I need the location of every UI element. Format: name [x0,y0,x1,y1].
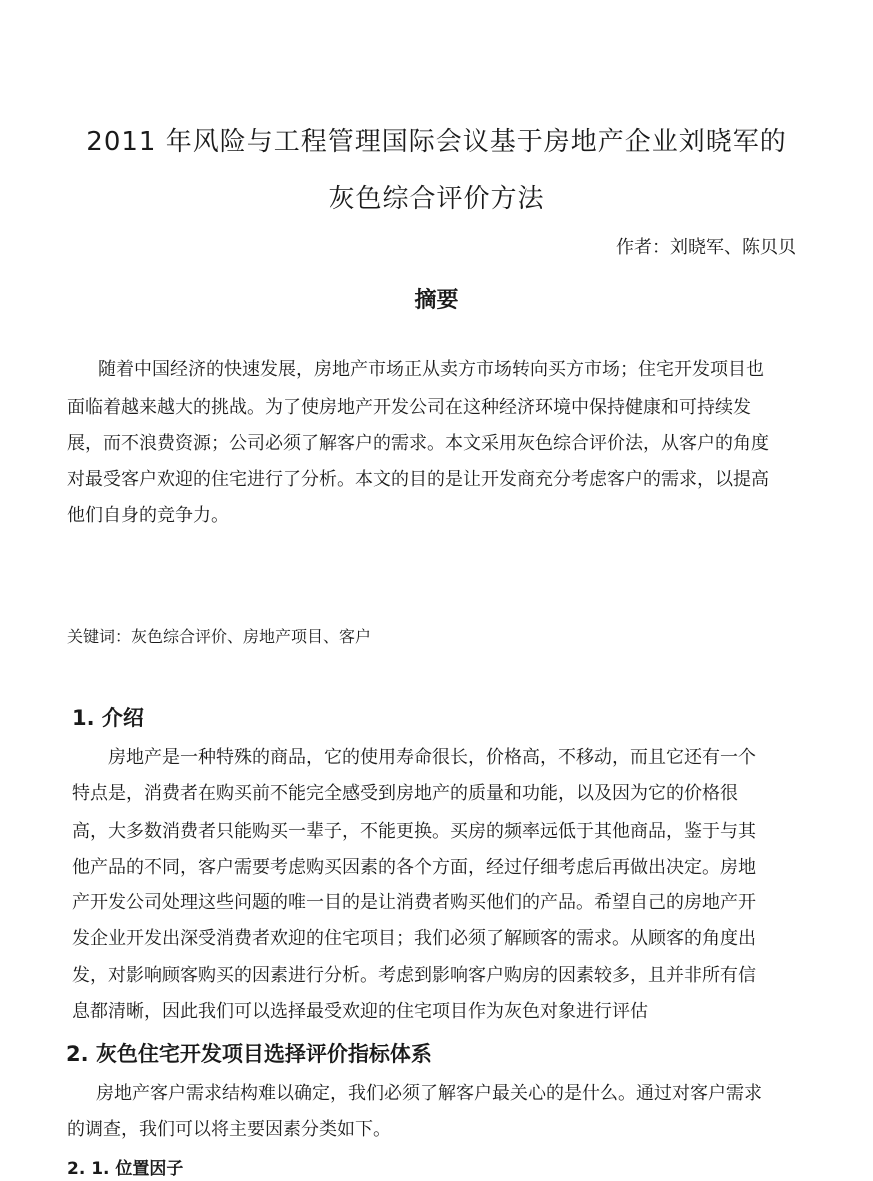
section-1-line: 息都清晰，因此我们可以选择最受欢迎的住宅项目作为灰色对象进行评估 [72,1001,648,1022]
title-line-1: 2011 年风险与工程管理国际会议基于房地产企业刘晓军的 [86,127,787,157]
section-1-line: 房地产是一种特殊的商品，它的使用寿命很长，价格高，不移动，而且它还有一个 [108,747,756,768]
abstract-line: 对最受客户欢迎的住宅进行了分析。本文的目的是让开发商充分考虑客户的需求，以提高 [67,469,769,490]
section-2-line: 的调查，我们可以将主要因素分类如下。 [67,1119,391,1140]
section-1-heading: 1. 介绍 [72,706,144,730]
abstract-line: 展，而不浪费资源；公司必须了解客户的需求。本文采用灰色综合评价法，从客户的角度 [67,433,769,454]
keywords: 关键词：灰色综合评价、房地产项目、客户 [67,627,372,646]
authors: 作者：刘晓军、陈贝贝 [616,237,796,258]
abstract-heading: 摘要 [414,288,459,313]
section-1-line: 产开发公司处理这些问题的唯一目的是让消费者购买他们的产品。希望自己的房地产开 [72,892,756,913]
abstract-line: 随着中国经济的快速发展，房地产市场正从卖方市场转向买方市场；住宅开发项目也 [98,359,764,380]
title-line-2: 灰色综合评价方法 [328,184,545,214]
section-2-heading: 2. 灰色住宅开发项目选择评价指标体系 [66,1042,432,1066]
section-1-line: 发企业开发出深受消费者欢迎的住宅项目；我们必须了解顾客的需求。从顾客的角度出 [72,928,756,949]
section-1-line: 高，大多数消费者只能购买一辈子，不能更换。买房的频率远低于其他商品，鉴于与其 [72,821,756,842]
section-2-1-heading: 2. 1. 位置因子 [67,1159,184,1179]
abstract-line: 他们自身的竞争力。 [67,505,229,526]
abstract-line: 面临着越来越大的挑战。为了使房地产开发公司在这种经济环境中保持健康和可持续发 [67,397,751,418]
section-2-line: 房地产客户需求结构难以确定，我们必须了解客户最关心的是什么。通过对客户需求 [96,1083,762,1104]
section-1-line: 特点是，消费者在购买前不能完全感受到房地产的质量和功能，以及因为它的价格很 [72,783,738,804]
section-1-line: 发，对影响顾客购买的因素进行分析。考虑到影响客户购房的因素较多，且并非所有信 [72,965,756,986]
section-1-line: 他产品的不同，客户需要考虑购买因素的各个方面，经过仔细考虑后再做出决定。房地 [72,857,756,878]
